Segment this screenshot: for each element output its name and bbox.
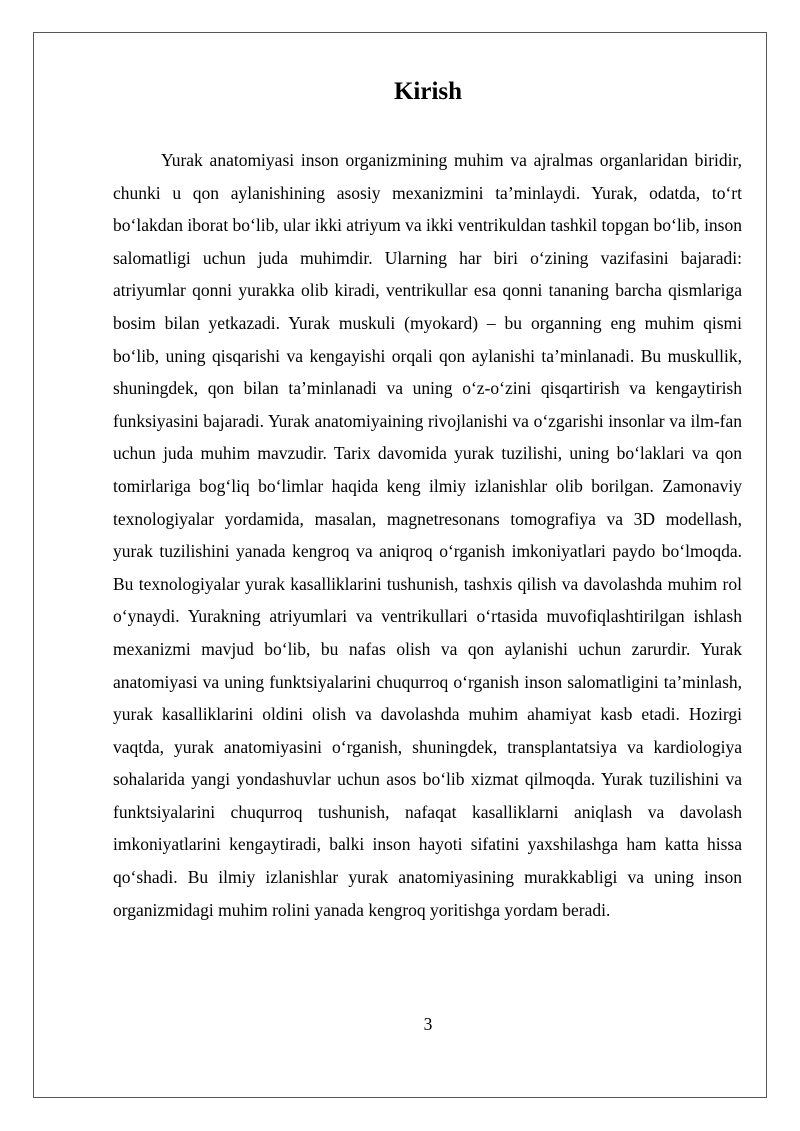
page-number: 3 (423, 1014, 433, 1034)
page-title: Kirish (393, 78, 463, 105)
body-paragraph: Yurak anatomiyasi inson organizmining muhim va ajralmas organlaridan biridir, chunki u qon aylanishining asosiy mexanizmini ta’minlaydi. Yurak, odatda, to‘rt bo‘lakdan iborat bo‘lib, ular ikki atriyum va ikki ventrikuldan tashkil topgan bo‘lib, inson salomatligi uchun juda muhimdir. Ularning har biri o‘zining vazifasini bajaradi: atriyumlar qonni yurakka olib kiradi, ventrikullar esa qonni tananing barcha qismlariga bosim bilan yetkazadi. Yurak muskuli (myokard) – bu organning eng muhim qismi bo‘lib, uning qisqarishi va kengayishi orqali qon aylanishi ta’minlanadi. Bu muskullik, shuningdek, qon bilan ta’minlanadi va uning o‘z-o‘zini qisqartirish va kengaytirish funksiyasini bajaradi. Yurak anatomiyaining rivojlanishi va o‘zgarishi insonlar va ilm-fan uchun juda muhim mavzudir. Tarix davomida yurak tuzilishi, uning bo‘laklari va qon tomirlariga bog‘liq bo‘limlar haqida keng ilmiy izlanishlar olib borilgan. Zamonaviy texnologiyalar yordamida, masalan, magnetresonans tomografiya va 3D modellash, yurak tuzilishini yanada kengroq va aniqroq o‘rganish imkoniyatlari paydo bo‘lmoqda. Bu texnologiyalar yurak kasalliklarini tushunish, tashxis qilish va davolashda muhim rol o‘ynaydi. Yurakning atriyumlari va ventrikullari o‘rtasida muvofiqlashtirilgan ishlash mexanizmi mavjud bo‘lib, bu nafas olish va qon aylanishi uchun zarurdir. Yurak anatomiyasi va uning funktsiyalarini chuqurroq o‘rganish inson salomatligini ta’minlash, yurak kasalliklarini oldini olish va davolashda muhim ahamiyat kasb etadi. Hozirgi vaqtda, yurak anatomiyasini o‘rganish, shuningdek, transplantatsiya va kardiologiya sohalarida yangi yondashuvlar uchun asos bo‘lib xizmat qilmoqda. Yurak tuzilishini va funktsiyalarini chuqurroq tushunish, nafaqat kasalliklarni aniqlash va davolash imkoniyatlarini kengaytiradi, balki inson hayoti sifatini yaxshilashga ham katta hissa qo‘shadi. Bu ilmiy izlanishlar yurak anatomiyasining murakkabligi va uning inson organizmidagi muhim rolini yanada kengroq yoritishga yordam beradi. (113, 150, 742, 920)
